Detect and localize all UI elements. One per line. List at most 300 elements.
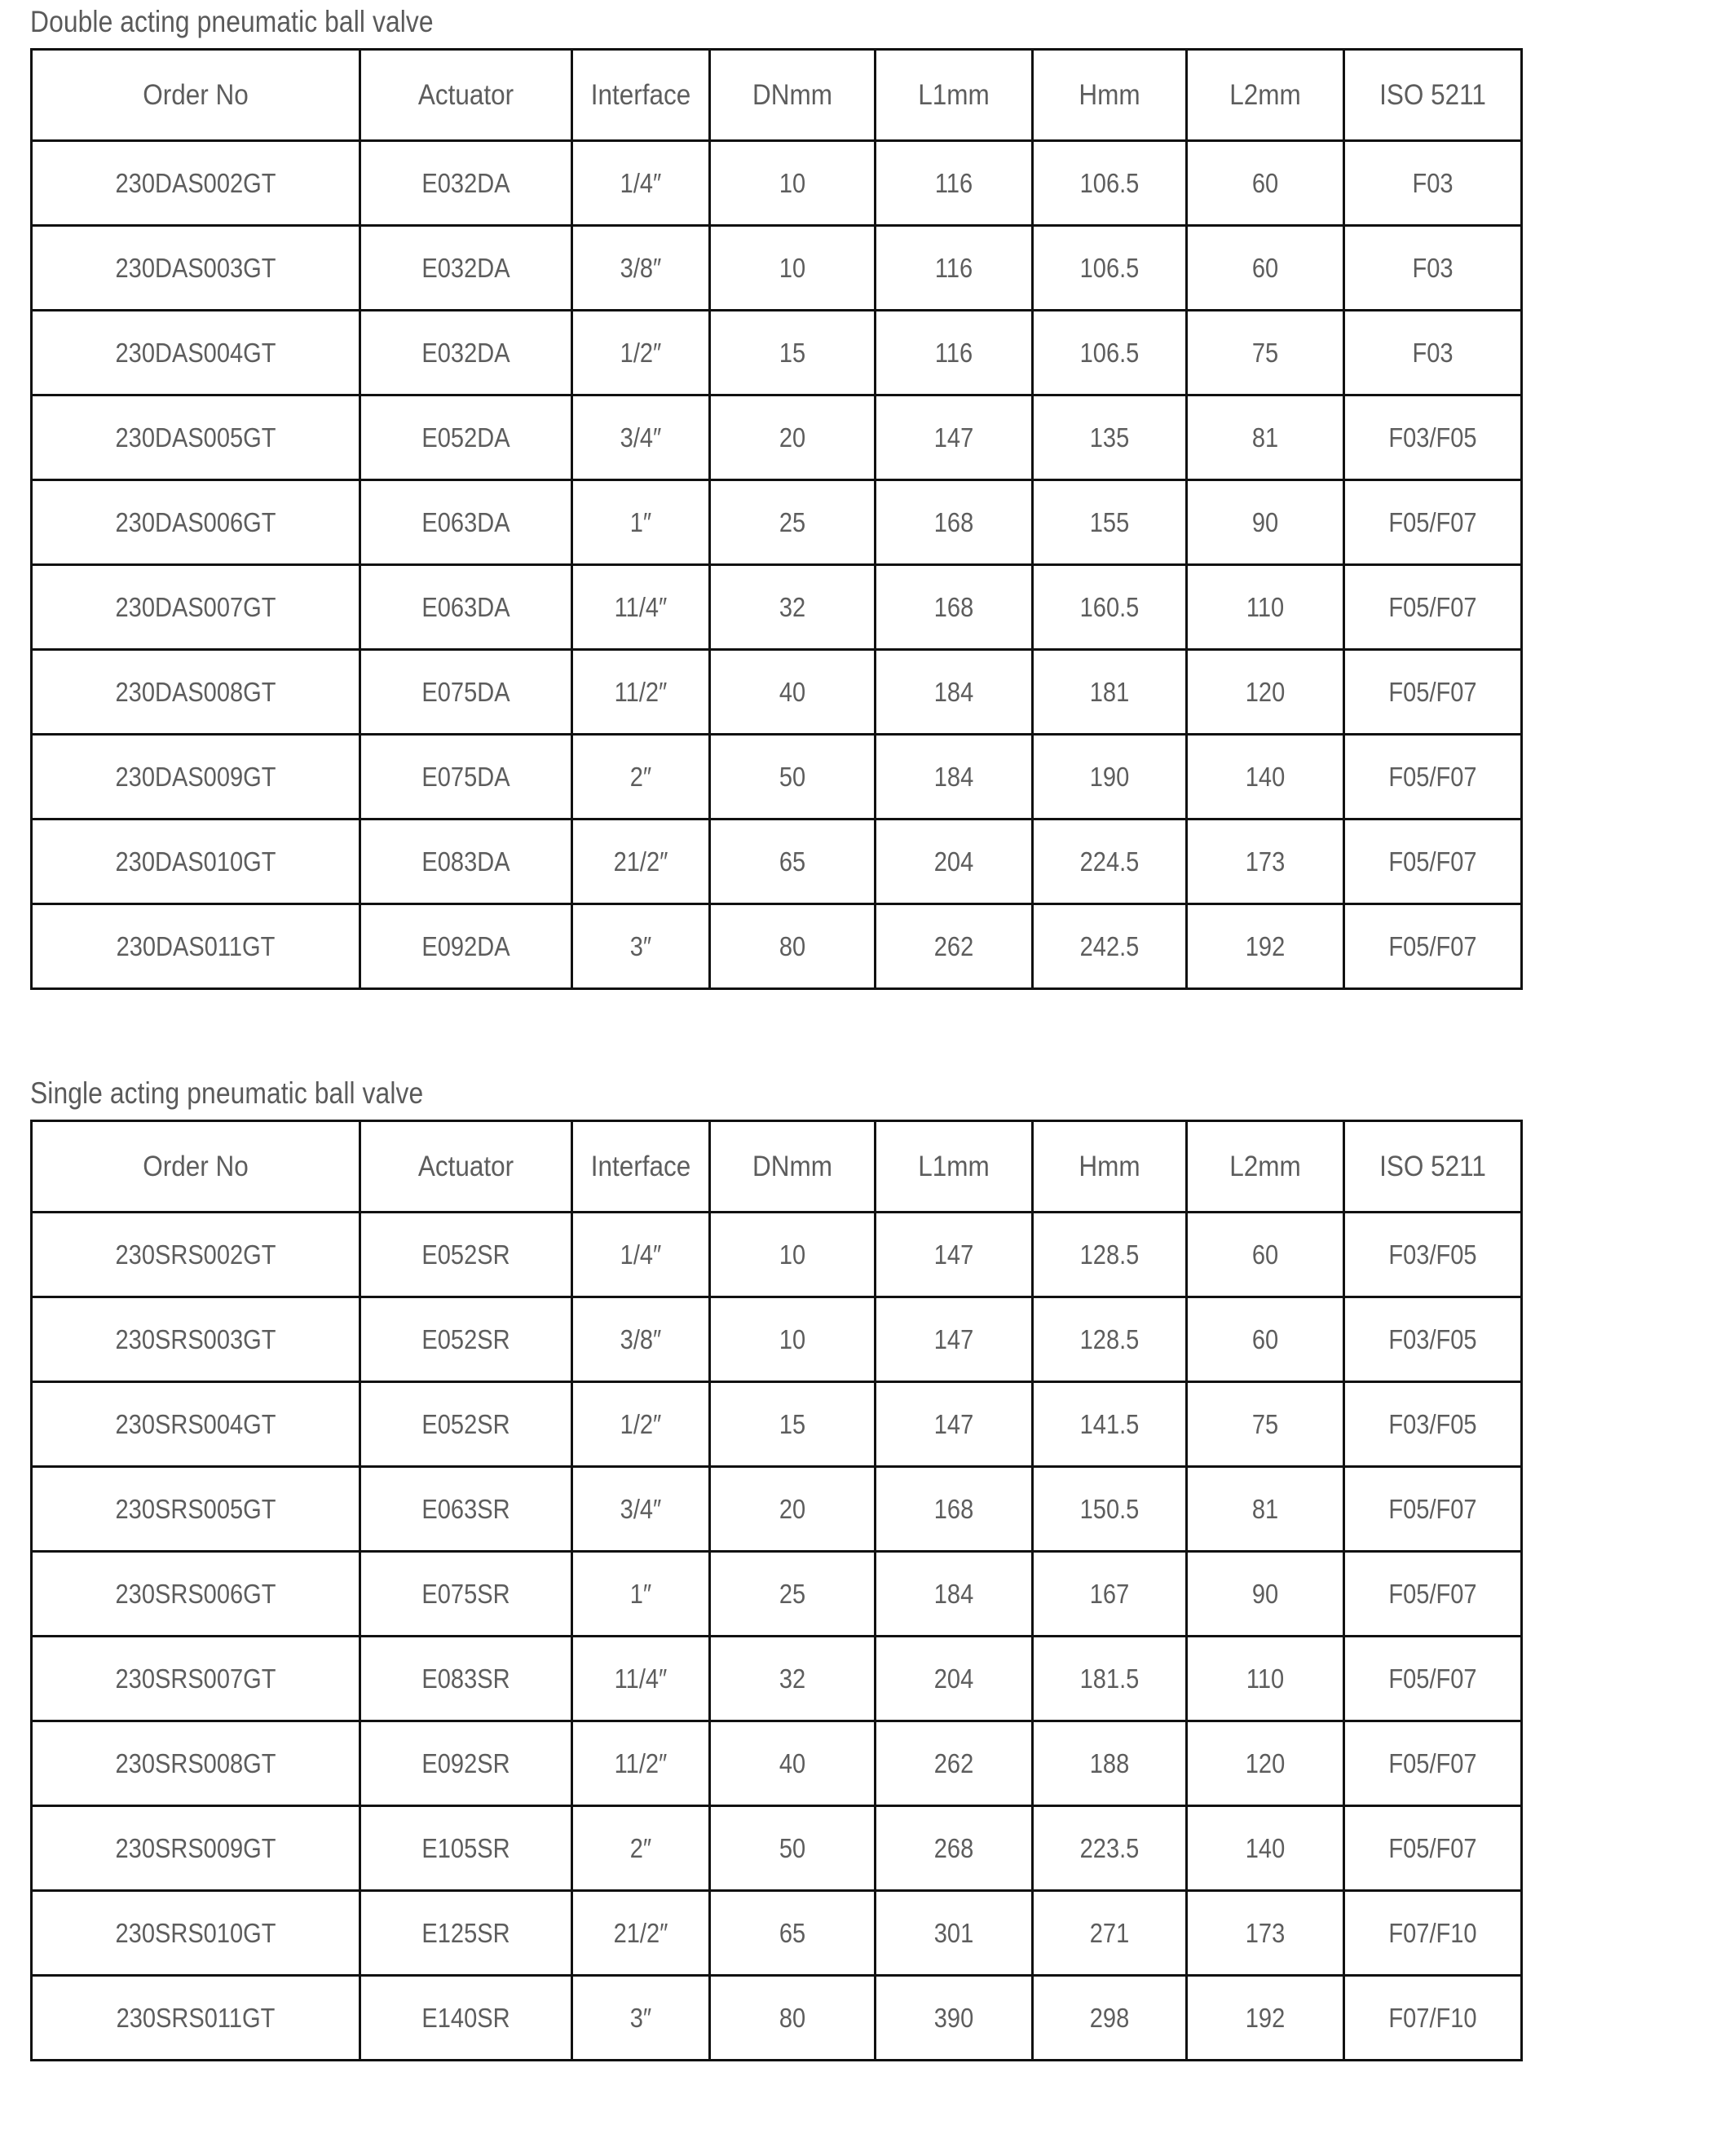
cell-actuator — [360, 1467, 572, 1552]
cell-interface — [572, 1382, 710, 1467]
cell-value: 230SRS006GT — [115, 1578, 276, 1609]
cell-value: 230SRS007GT — [115, 1663, 276, 1694]
cell-value: 1″ — [629, 506, 652, 537]
cell-interface — [572, 226, 710, 311]
cell-value: 223.5 — [1079, 1832, 1140, 1863]
cell-value: 204 — [933, 1663, 974, 1694]
cell-value: 204 — [933, 846, 974, 877]
cell-iso-5211 — [1344, 1297, 1522, 1382]
cell-interface — [572, 480, 710, 565]
cell-hmm — [1033, 565, 1187, 650]
cell-value: 3/4″ — [620, 422, 662, 453]
cell-l1mm — [876, 735, 1033, 820]
cell-value: 190 — [1089, 761, 1130, 792]
cell-dnmm — [710, 735, 876, 820]
cell-l2mm — [1187, 1297, 1344, 1382]
cell-interface — [572, 1976, 710, 2061]
cell-order-no — [32, 226, 360, 311]
cell-value: F03 — [1412, 337, 1454, 368]
cell-value: 230DAS008GT — [115, 676, 276, 707]
cell-order-no — [32, 735, 360, 820]
cell-value: 262 — [933, 1747, 974, 1778]
cell-iso-5211 — [1344, 311, 1522, 395]
cell-value: E140SR — [421, 2002, 510, 2033]
cell-value: 116 — [934, 167, 973, 198]
cell-value: E083DA — [421, 846, 510, 877]
cell-value: F03/F05 — [1388, 1408, 1477, 1439]
cell-l2mm — [1187, 1467, 1344, 1552]
cell-order-no — [32, 1721, 360, 1806]
cell-value: 50 — [779, 761, 806, 792]
table-row — [32, 735, 1522, 820]
cell-order-no — [32, 1891, 360, 1976]
cell-value: 1/2″ — [620, 337, 662, 368]
cell-value: F05/F07 — [1388, 1493, 1477, 1524]
cell-value: E032DA — [421, 337, 510, 368]
cell-l1mm — [876, 1213, 1033, 1297]
cell-value: 116 — [934, 337, 973, 368]
column-header-label: DNmm — [752, 78, 832, 111]
column-header-l1mm — [876, 50, 1033, 141]
cell-dnmm — [710, 1806, 876, 1891]
cell-value: 120 — [1245, 1747, 1286, 1778]
column-header-l1mm — [876, 1121, 1033, 1213]
cell-value: 140 — [1245, 761, 1286, 792]
cell-l2mm — [1187, 735, 1344, 820]
cell-hmm — [1033, 1467, 1187, 1552]
cell-l1mm — [876, 1552, 1033, 1637]
cell-value: F03 — [1412, 167, 1454, 198]
cell-l1mm — [876, 226, 1033, 311]
column-header-actuator — [360, 1121, 572, 1213]
cell-value: F05/F07 — [1388, 1663, 1477, 1694]
cell-hmm — [1033, 141, 1187, 226]
cell-hmm — [1033, 904, 1187, 989]
cell-value: 230DAS011GT — [116, 930, 276, 961]
cell-l2mm — [1187, 226, 1344, 311]
cell-dnmm — [710, 141, 876, 226]
column-header-order-no — [32, 50, 360, 141]
single-acting-spec-table — [30, 1120, 1523, 2061]
cell-value: F03/F05 — [1388, 422, 1477, 453]
cell-l2mm — [1187, 1552, 1344, 1637]
cell-value: 120 — [1245, 676, 1286, 707]
cell-value: 150.5 — [1079, 1493, 1140, 1524]
cell-l1mm — [876, 1637, 1033, 1721]
cell-order-no — [32, 650, 360, 735]
cell-value: 11/2″ — [614, 1747, 668, 1778]
cell-hmm — [1033, 1976, 1187, 2061]
table-row — [32, 1637, 1522, 1721]
cell-actuator — [360, 904, 572, 989]
cell-value: 20 — [779, 422, 806, 453]
table-row — [32, 226, 1522, 311]
cell-actuator — [360, 1213, 572, 1297]
cell-value: 167 — [1089, 1578, 1130, 1609]
cell-l1mm — [876, 1297, 1033, 1382]
cell-order-no — [32, 565, 360, 650]
cell-hmm — [1033, 1891, 1187, 1976]
cell-value: 32 — [779, 1663, 806, 1694]
column-header-label: Interface — [590, 1150, 691, 1182]
cell-value: 230DAS005GT — [115, 422, 276, 453]
cell-value: F03 — [1412, 252, 1454, 283]
cell-actuator — [360, 1891, 572, 1976]
cell-l1mm — [876, 820, 1033, 904]
cell-dnmm — [710, 904, 876, 989]
cell-value: F05/F07 — [1388, 591, 1477, 622]
cell-value: 230SRS003GT — [115, 1323, 276, 1354]
cell-value: 147 — [933, 422, 974, 453]
cell-order-no — [32, 1806, 360, 1891]
cell-dnmm — [710, 1382, 876, 1467]
cell-iso-5211 — [1344, 1213, 1522, 1297]
cell-value: 181 — [1089, 676, 1130, 707]
cell-order-no — [32, 904, 360, 989]
cell-dnmm — [710, 565, 876, 650]
double-acting-spec-table — [30, 48, 1523, 990]
cell-actuator — [360, 395, 572, 480]
cell-actuator — [360, 480, 572, 565]
cell-l2mm — [1187, 1806, 1344, 1891]
table-header-row — [32, 50, 1522, 141]
cell-iso-5211 — [1344, 904, 1522, 989]
cell-value: F03/F05 — [1388, 1239, 1477, 1270]
cell-actuator — [360, 1806, 572, 1891]
table-row — [32, 395, 1522, 480]
cell-value: E075SR — [421, 1578, 510, 1609]
cell-value: 20 — [779, 1493, 806, 1524]
cell-value: 65 — [779, 1917, 806, 1948]
cell-dnmm — [710, 1213, 876, 1297]
cell-l1mm — [876, 650, 1033, 735]
column-header-l2mm — [1187, 1121, 1344, 1213]
cell-value: 21/2″ — [613, 846, 668, 877]
cell-l1mm — [876, 1467, 1033, 1552]
cell-value: E063DA — [421, 506, 510, 537]
cell-hmm — [1033, 480, 1187, 565]
cell-value: 21/2″ — [613, 1917, 668, 1948]
cell-dnmm — [710, 820, 876, 904]
cell-value: E063SR — [421, 1493, 510, 1524]
cell-value: E052SR — [421, 1323, 510, 1354]
cell-dnmm — [710, 395, 876, 480]
cell-value: 106.5 — [1079, 167, 1140, 198]
cell-dnmm — [710, 650, 876, 735]
table-row — [32, 1976, 1522, 2061]
cell-l1mm — [876, 904, 1033, 989]
cell-hmm — [1033, 1552, 1187, 1637]
cell-value: F03/F05 — [1388, 1323, 1477, 1354]
column-header-hmm — [1033, 1121, 1187, 1213]
cell-value: 25 — [779, 1578, 806, 1609]
cell-actuator — [360, 565, 572, 650]
cell-order-no — [32, 141, 360, 226]
cell-value: 128.5 — [1079, 1323, 1140, 1354]
cell-value: 147 — [933, 1239, 974, 1270]
cell-value: 1/4″ — [620, 1239, 662, 1270]
cell-l2mm — [1187, 1721, 1344, 1806]
cell-l1mm — [876, 1382, 1033, 1467]
cell-interface — [572, 141, 710, 226]
cell-iso-5211 — [1344, 1637, 1522, 1721]
cell-l2mm — [1187, 820, 1344, 904]
cell-actuator — [360, 141, 572, 226]
cell-value: E083SR — [421, 1663, 510, 1694]
cell-l1mm — [876, 1806, 1033, 1891]
column-header-label: DNmm — [752, 1150, 832, 1182]
cell-iso-5211 — [1344, 565, 1522, 650]
column-header-label: Order No — [143, 1150, 249, 1182]
cell-iso-5211 — [1344, 735, 1522, 820]
table-row — [32, 311, 1522, 395]
cell-value: 230DAS002GT — [115, 167, 276, 198]
section-title-single-acting: Single acting pneumatic ball valve — [30, 1076, 424, 1110]
cell-actuator — [360, 1721, 572, 1806]
cell-actuator — [360, 311, 572, 395]
cell-value: E063DA — [421, 591, 510, 622]
cell-value: 3″ — [629, 930, 652, 961]
cell-dnmm — [710, 226, 876, 311]
cell-value: 155 — [1089, 506, 1130, 537]
cell-value: 147 — [933, 1323, 974, 1354]
cell-actuator — [360, 226, 572, 311]
cell-value: F05/F07 — [1388, 930, 1477, 961]
cell-hmm — [1033, 1297, 1187, 1382]
table-row — [32, 1467, 1522, 1552]
cell-iso-5211 — [1344, 820, 1522, 904]
cell-hmm — [1033, 820, 1187, 904]
cell-value: 2″ — [629, 761, 652, 792]
cell-order-no — [32, 311, 360, 395]
section-title-double-acting: Double acting pneumatic ball valve — [30, 5, 434, 38]
table-header-row — [32, 1121, 1522, 1213]
cell-dnmm — [710, 1467, 876, 1552]
cell-value: 10 — [779, 1239, 806, 1270]
cell-order-no — [32, 480, 360, 565]
cell-interface — [572, 1467, 710, 1552]
column-header-hmm — [1033, 50, 1187, 141]
column-header-label: L2mm — [1229, 78, 1301, 111]
cell-interface — [572, 735, 710, 820]
cell-dnmm — [710, 1721, 876, 1806]
column-header-dnmm — [710, 50, 876, 141]
cell-value: 230SRS004GT — [115, 1408, 276, 1439]
cell-iso-5211 — [1344, 226, 1522, 311]
section-double-acting — [30, 7, 1520, 990]
cell-actuator — [360, 820, 572, 904]
cell-value: 224.5 — [1079, 846, 1140, 877]
column-header-l2mm — [1187, 50, 1344, 141]
cell-value: 65 — [779, 846, 806, 877]
cell-value: 40 — [779, 1747, 806, 1778]
cell-value: E105SR — [421, 1832, 510, 1863]
column-header-label: Hmm — [1079, 78, 1140, 111]
cell-value: 80 — [779, 2002, 806, 2033]
cell-value: E075DA — [421, 676, 510, 707]
cell-dnmm — [710, 311, 876, 395]
cell-interface — [572, 1637, 710, 1721]
cell-hmm — [1033, 226, 1187, 311]
cell-value: 11/4″ — [614, 1663, 668, 1694]
column-header-label: L1mm — [918, 1150, 990, 1182]
cell-interface — [572, 311, 710, 395]
cell-order-no — [32, 820, 360, 904]
cell-interface — [572, 1891, 710, 1976]
cell-value: 15 — [779, 337, 806, 368]
cell-l1mm — [876, 395, 1033, 480]
cell-l1mm — [876, 1976, 1033, 2061]
cell-value: E052SR — [421, 1239, 510, 1270]
cell-hmm — [1033, 1382, 1187, 1467]
cell-value: 184 — [933, 761, 974, 792]
cell-value: F05/F07 — [1388, 761, 1477, 792]
cell-value: 271 — [1089, 1917, 1130, 1948]
cell-l2mm — [1187, 480, 1344, 565]
cell-value: E052DA — [421, 422, 510, 453]
table-row — [32, 1213, 1522, 1297]
table-row — [32, 650, 1522, 735]
cell-l2mm — [1187, 565, 1344, 650]
cell-value: 230DAS009GT — [115, 761, 276, 792]
cell-value: 10 — [779, 252, 806, 283]
column-header-label: L1mm — [918, 78, 990, 111]
cell-value: 90 — [1251, 1578, 1279, 1609]
cell-value: 188 — [1089, 1747, 1130, 1778]
cell-actuator — [360, 650, 572, 735]
cell-value: 60 — [1251, 167, 1279, 198]
cell-value: 10 — [779, 167, 806, 198]
cell-order-no — [32, 1552, 360, 1637]
cell-value: 3/4″ — [620, 1493, 662, 1524]
cell-value: 135 — [1089, 422, 1130, 453]
cell-iso-5211 — [1344, 395, 1522, 480]
cell-dnmm — [710, 480, 876, 565]
table-row — [32, 480, 1522, 565]
cell-value: F05/F07 — [1388, 846, 1477, 877]
cell-value: 390 — [933, 2002, 974, 2033]
cell-iso-5211 — [1344, 1382, 1522, 1467]
cell-interface — [572, 1213, 710, 1297]
cell-value: F07/F10 — [1388, 1917, 1477, 1948]
cell-order-no — [32, 1467, 360, 1552]
cell-value: 1/2″ — [620, 1408, 662, 1439]
cell-value: 168 — [933, 591, 974, 622]
column-header-label: Actuator — [417, 1150, 514, 1182]
cell-order-no — [32, 395, 360, 480]
cell-iso-5211 — [1344, 1891, 1522, 1976]
table-row — [32, 565, 1522, 650]
cell-value: 1/4″ — [620, 167, 662, 198]
cell-dnmm — [710, 1637, 876, 1721]
cell-interface — [572, 820, 710, 904]
cell-iso-5211 — [1344, 1552, 1522, 1637]
cell-value: 268 — [933, 1832, 974, 1863]
cell-value: 106.5 — [1079, 337, 1140, 368]
cell-value: F05/F07 — [1388, 676, 1477, 707]
cell-actuator — [360, 735, 572, 820]
cell-actuator — [360, 1637, 572, 1721]
cell-iso-5211 — [1344, 480, 1522, 565]
cell-l2mm — [1187, 395, 1344, 480]
column-header-interface — [572, 50, 710, 141]
cell-value: 230DAS007GT — [115, 591, 276, 622]
section-single-acting — [30, 1078, 1520, 2061]
cell-hmm — [1033, 650, 1187, 735]
cell-value: E125SR — [421, 1917, 510, 1948]
column-header-label: Order No — [143, 78, 249, 111]
cell-value: 230SRS009GT — [115, 1832, 276, 1863]
cell-value: 106.5 — [1079, 252, 1140, 283]
column-header-iso-5211 — [1344, 50, 1522, 141]
table-row — [32, 1891, 1522, 1976]
column-header-actuator — [360, 50, 572, 141]
column-header-dnmm — [710, 1121, 876, 1213]
cell-dnmm — [710, 1891, 876, 1976]
cell-order-no — [32, 1637, 360, 1721]
cell-interface — [572, 1297, 710, 1382]
column-header-label: L2mm — [1229, 1150, 1301, 1182]
cell-value: 40 — [779, 676, 806, 707]
cell-value: 81 — [1251, 1493, 1279, 1524]
cell-value: E032DA — [421, 252, 510, 283]
cell-l1mm — [876, 565, 1033, 650]
cell-value: 230DAS004GT — [115, 337, 276, 368]
cell-dnmm — [710, 1552, 876, 1637]
cell-l2mm — [1187, 141, 1344, 226]
cell-value: 110 — [1246, 591, 1285, 622]
cell-value: 230SRS002GT — [115, 1239, 276, 1270]
cell-l1mm — [876, 1891, 1033, 1976]
table-row — [32, 1382, 1522, 1467]
table-row — [32, 1552, 1522, 1637]
cell-interface — [572, 1721, 710, 1806]
cell-actuator — [360, 1976, 572, 2061]
cell-hmm — [1033, 735, 1187, 820]
cell-value: 230DAS006GT — [115, 506, 276, 537]
cell-value: 160.5 — [1079, 591, 1140, 622]
cell-value: 60 — [1251, 252, 1279, 283]
cell-value: 11/2″ — [614, 676, 668, 707]
cell-value: 15 — [779, 1408, 806, 1439]
cell-order-no — [32, 1213, 360, 1297]
cell-interface — [572, 904, 710, 989]
cell-value: 173 — [1245, 1917, 1286, 1948]
table-row — [32, 904, 1522, 989]
cell-value: 110 — [1246, 1663, 1285, 1694]
cell-hmm — [1033, 1637, 1187, 1721]
cell-value: F05/F07 — [1388, 1747, 1477, 1778]
cell-interface — [572, 650, 710, 735]
column-header-label: ISO 5211 — [1379, 1150, 1486, 1182]
cell-l2mm — [1187, 1637, 1344, 1721]
cell-value: 50 — [779, 1832, 806, 1863]
cell-l2mm — [1187, 650, 1344, 735]
column-header-label: Interface — [590, 78, 691, 111]
cell-interface — [572, 395, 710, 480]
cell-interface — [572, 565, 710, 650]
cell-value: F05/F07 — [1388, 1578, 1477, 1609]
table-row — [32, 141, 1522, 226]
cell-value: 81 — [1251, 422, 1279, 453]
cell-value: F07/F10 — [1388, 2002, 1477, 2033]
cell-hmm — [1033, 1213, 1187, 1297]
cell-hmm — [1033, 395, 1187, 480]
cell-value: 184 — [933, 676, 974, 707]
cell-value: 116 — [934, 252, 973, 283]
cell-value: 184 — [933, 1578, 974, 1609]
cell-value: 192 — [1245, 2002, 1286, 2033]
